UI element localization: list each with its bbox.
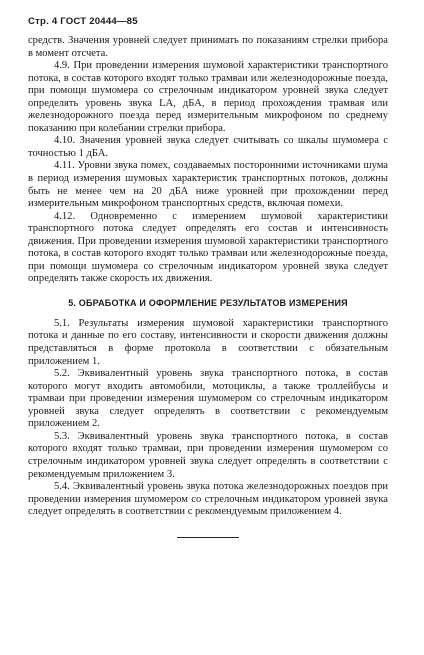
paragraph-4-11: 4.11. Уровни звука помех, создаваемых посторонними источниками шума в период измерения шумовых характеристик транспортных потоков, должны быть не менее чем на 20 дБА ниже уровней при прохождении перед измерительным микрофоном транспортных средств, включая помехи. [28, 160, 388, 210]
end-rule [177, 537, 239, 538]
paragraph-4-10: 4.10. Значения уровней звука следует считывать со шкалы шумомера с точностью 1 дБА. [28, 135, 388, 159]
paragraph-5-2: 5.2. Эквивалентный уровень звука транспортного потока, в состав которого могут входить автомобили, мотоциклы, а также троллейбусы и трамваи при проведении измерения шумомером со стрелочным индикатором уровней звука следует определять в соответствии с рекомендуемым приложением 2. [28, 368, 388, 430]
page-header: Стр. 4 ГОСТ 20444—85 [28, 16, 138, 27]
paragraph-5-3: 5.3. Эквивалентный уровень звука транспортного потока, в состав которого входят только трамваи, при проведении измерения шумомером со стрелочным индикатором уровней звука следует определять в соответствии с рекомендуемым приложением 3. [28, 430, 388, 480]
section-title: 5. ОБРАБОТКА И ОФОРМЛЕНИЕ РЕЗУЛЬТАТОВ ИЗМЕРЕНИЯ [68, 297, 348, 308]
paragraph-5-1: 5.1. Результаты измерения шумовой характеристики транспортного потока и данные по его составу, интенсивности и скорости движения должны представляться в форме протокола в соответствии с обязательным приложением 1. [28, 317, 388, 367]
paragraph-5-4: 5.4. Эквивалентный уровень звука потока железнодорожных поездов при проведении измерения шумомером со стрелочным индикатором уровней звука следует определять в соответствии с рекомендуемым приложением 4. [28, 481, 388, 518]
paragraph-4-12: 4.12. Одновременно с измерением шумовой характеристики транспортного потока следует определять его состав и интенсивность движения. При проведении измерения шумовой характеристики транспортного потока, в состав которого входят только трамваи или железнодорожные поезда, при помощи шумомера со стрелочным индикатором уровней звука следует определять также скорость их движения. [28, 210, 388, 285]
paragraph-4-9: 4.9. При проведении измерения шумовой характеристики транспортного потока, в состав которого входят только трамваи или железнодорожные поезда, при помощи шумомера со стрелочным индикатором уровней звука следует определять уровень звука LA, дБА, в период прохождения трамвая или железнодорожного поезда перед измерительным микрофоном по среднему показанию при колебании стрелки прибора. [28, 60, 388, 134]
paragraph-continuation: средств. Значения уровней следует принимать по показаниям стрелки прибора в момент отсчета. [28, 35, 388, 59]
